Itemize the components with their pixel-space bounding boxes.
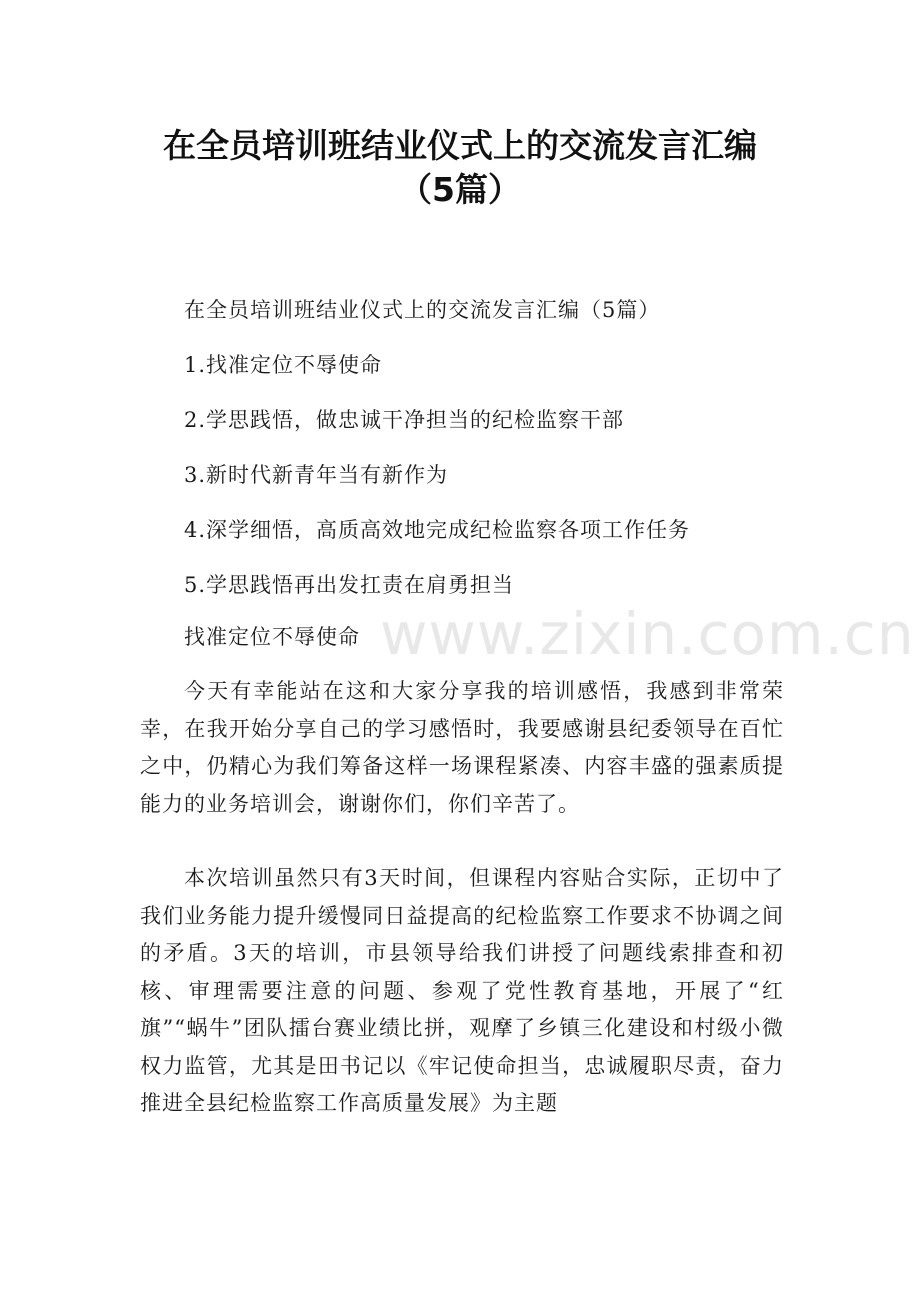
body-paragraph: 今天有幸能站在这和大家分享我的培训感悟，我感到非常荣幸，在我开始分享自己的学习感悟时，我要感谢县纪委领导在百忙之中，仍精心为我们筹备这样一场课程紧凑、内容丰盛的强素质提能力的业务培训会，谢谢你们，你们辛苦了。: [140, 679, 784, 816]
section-heading: 找准定位不辱使命: [184, 625, 360, 649]
toc-item: 4.深学细悟，高质高效地完成纪检监察各项工作任务: [184, 518, 691, 542]
toc-item: 2.学思践悟，做忠诚干净担当的纪检监察干部: [184, 408, 625, 432]
toc-item: 3.新时代新青年当有新作为: [184, 463, 449, 487]
toc-item: 在全员培训班结业仪式上的交流发言汇编（5篇）: [184, 298, 661, 322]
body-paragraph: 本次培训虽然只有3天时间，但课程内容贴合实际，正切中了我们业务能力提升缓慢同日益提高的纪检监察工作要求不协调之间的矛盾。3天的培训，市县领导给我们讲授了问题线索排查和初核、审理需要注意的问题、参观了党性教育基地，开展了“红旗”“蜗牛”团队擂台赛业绩比拼，观摩了乡镇三化建设和村级小微权力监管，尤其是田书记以《牢记使命担当，忠诚履职尽责，奋力推进全县纪检监察工作高质量发展》为主题: [140, 866, 784, 1115]
document-title-suffix: （5篇）: [399, 170, 521, 209]
toc-item: 5.学思践悟再出发扛责在肩勇担当: [184, 573, 515, 597]
watermark: www.zixin.com.cn: [380, 600, 915, 668]
document-title: 在全员培训班结业仪式上的交流发言汇编: [163, 126, 757, 165]
toc-item: 1.找准定位不辱使命: [184, 353, 383, 377]
